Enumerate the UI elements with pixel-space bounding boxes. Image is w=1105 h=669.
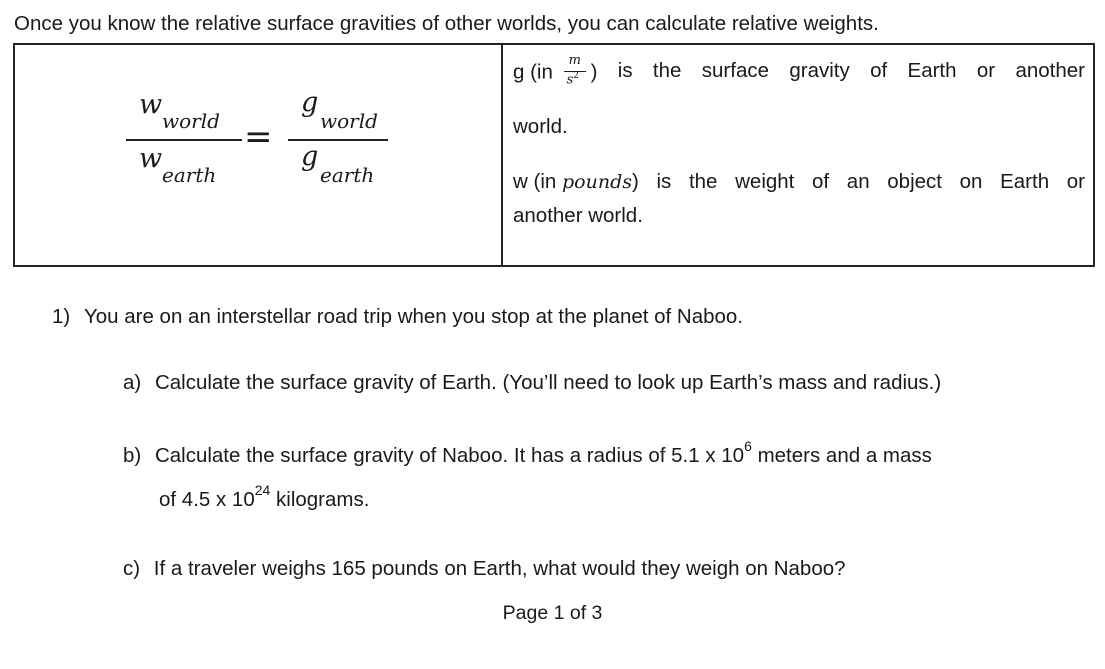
left-fraction-bar <box>126 139 242 141</box>
w-earth-subscript: earth <box>162 163 217 187</box>
question-1 <box>52 305 743 329</box>
question-1b-line1: b) Calculate the surface gravity of Naboo. It has a radius of 5.1 x $10^6$ meters and a mass <box>123 438 932 467</box>
g-definition-line1: g (in $\frac{m}{s^2}$ ) is the surface gravity of Earth or another <box>513 53 1085 88</box>
g-world-subscript: world <box>320 109 378 133</box>
w-definition-line1: w (in pounds) is the weight of an object on Earth or <box>513 170 1085 193</box>
question-1c-text: If a traveler weighs 165 pounds on Earth, what would they weigh on Naboo? <box>153 557 846 580</box>
intro-text: Once you know the relative surface gravities of other worlds, you can calculate relative weights. <box>14 12 879 35</box>
question-1-number: 1) <box>52 305 71 328</box>
g-definition-prefix: g (in $\frac{m}{s^2}$ ) <box>513 53 598 88</box>
formula-cell <box>15 45 503 265</box>
question-1-text: You are on an interstellar road trip when you stop at the planet of Naboo. <box>83 305 744 328</box>
g-world-symbol: g <box>301 87 319 118</box>
w-world-subscript: world <box>162 109 220 133</box>
w-definition-line2: another world. <box>513 204 643 227</box>
mass-exponent: 24 <box>254 482 271 498</box>
question-1a <box>123 371 941 395</box>
page-number: Page 1 of 3 <box>502 602 603 624</box>
equals-sign: = <box>244 117 273 157</box>
g-earth-symbol: g <box>301 141 319 172</box>
g-earth-subscript: earth <box>320 163 375 187</box>
pounds-unit: pounds <box>562 171 632 193</box>
unit-m-per-s2: $\frac{m}{s^2}$ <box>560 59 590 87</box>
question-1b-label: b) <box>123 444 142 467</box>
w-world-symbol: w <box>139 89 163 120</box>
question-1a-label: a) <box>123 371 142 394</box>
definitions-cell <box>503 45 1093 265</box>
g-definition-line2: world. <box>513 115 568 138</box>
formula-table <box>13 43 1095 267</box>
question-1a-text: Calculate the surface gravity of Earth. (You’ll need to look up Earth’s mass and radius.) <box>154 371 942 394</box>
question-1b-line2: of 4.5 x $10^{24}$ kilograms. <box>159 482 370 511</box>
radius-exponent: 6 <box>744 438 752 454</box>
question-1c <box>123 557 846 581</box>
question-1c-label: c) <box>123 557 141 580</box>
w-earth-symbol: w <box>139 143 163 174</box>
